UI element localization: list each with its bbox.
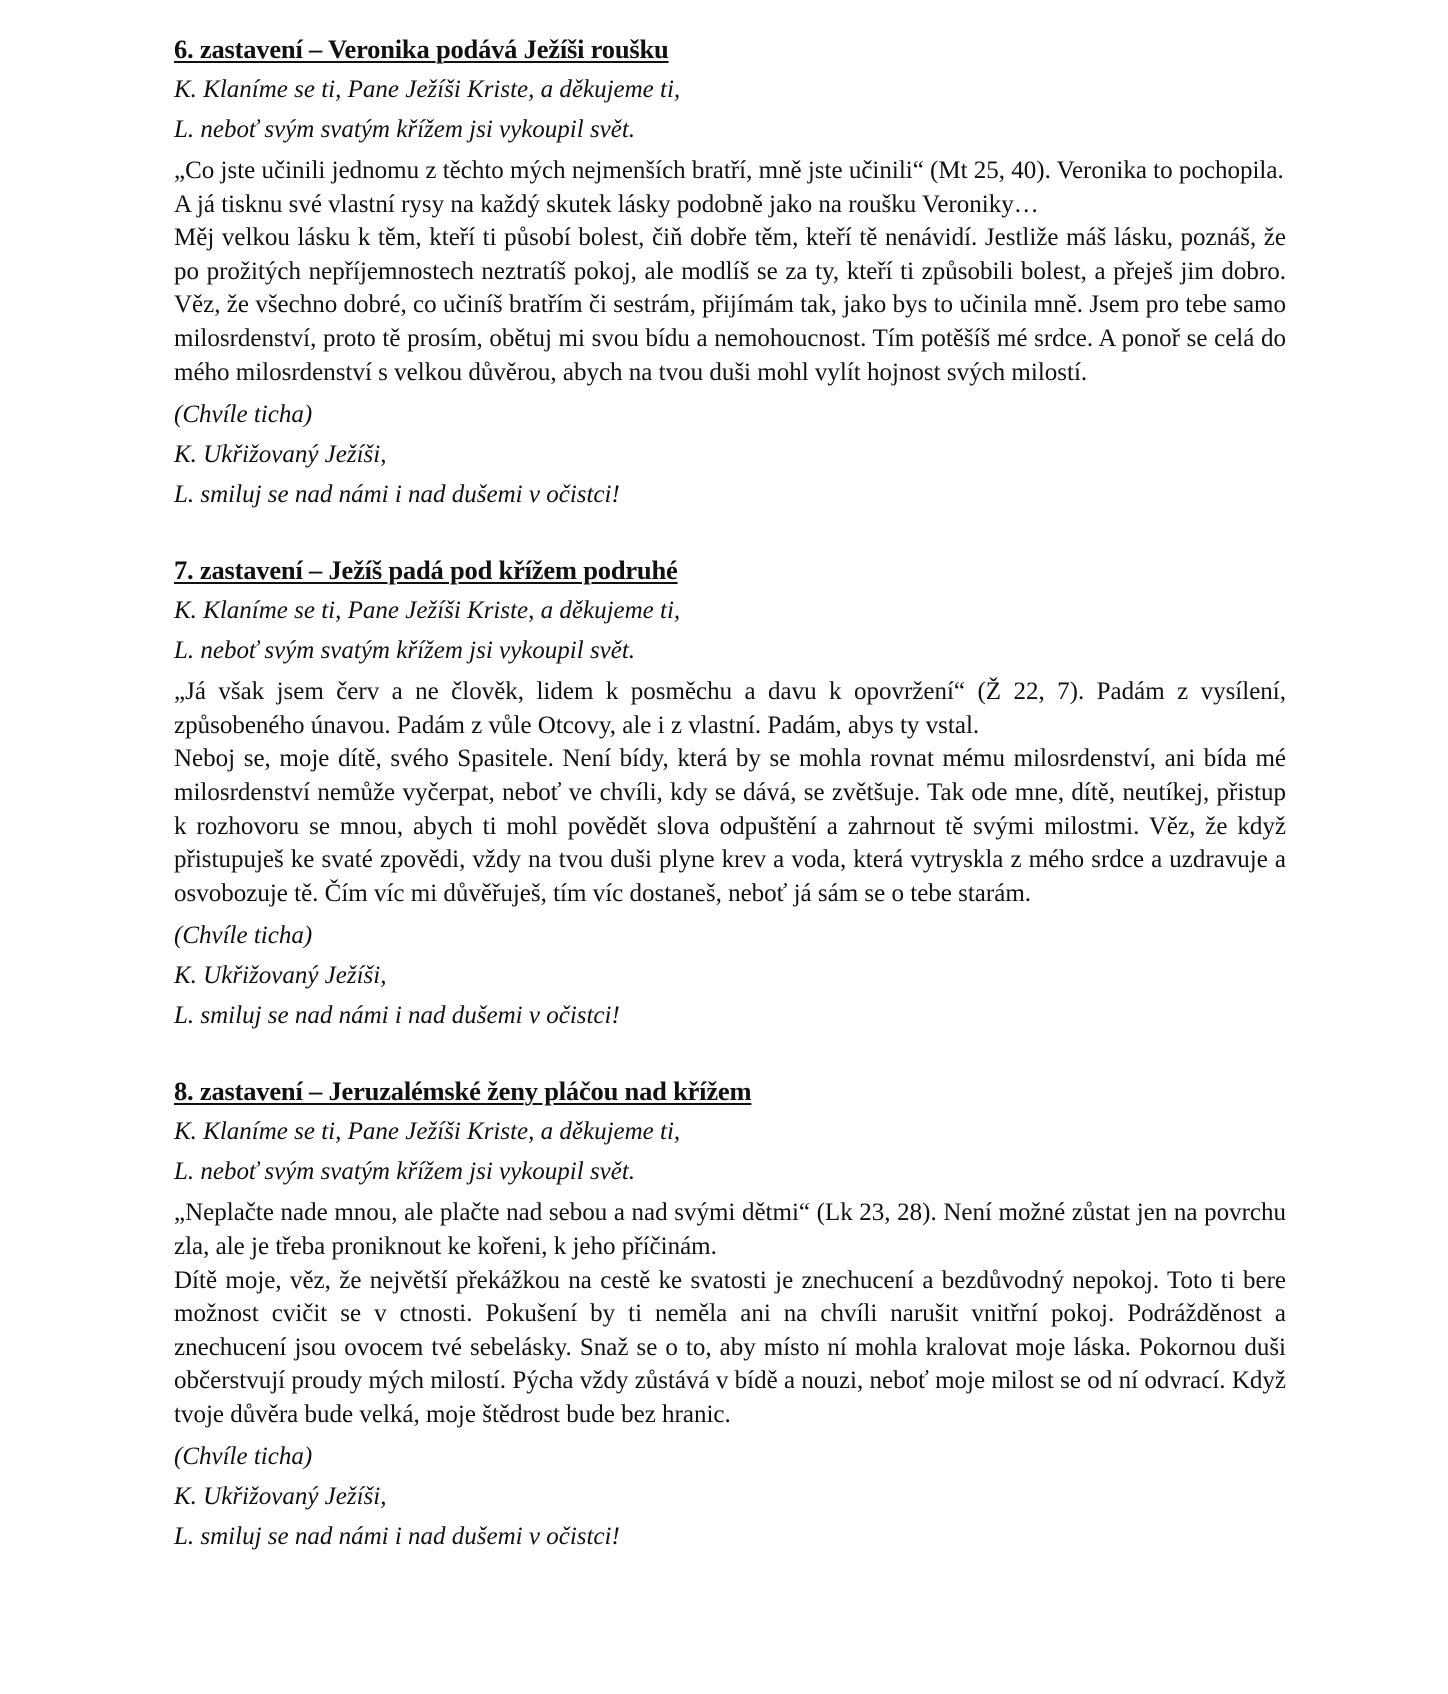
meditation-paragraph: Neboj se, moje dítě, svého Spasitele. Není bídy, která by se mohla rovnat mému milosrdenství, ani bída mé milosrdenství nemůže vyčerpat, neboť ve chvíli, kdy se dává, se zvětšuje. Tak ode mne, dítě, neutíkej, přistup k rozhovoru se mnou, abych ti mohl povědět slova odpuštění a zahrnout tě svými milostmi. Věz, že když přistupuješ ke svaté zpovědi, vždy na tvou duši plyne krev a voda, která vytryskla z mého srdce a uzdravuje a osvobozuje tě. Čím víc mi důvěřuješ, tím víc dostaneš, neboť já sám se o tebe starám. — [174, 745, 1286, 907]
closing-k: K. Ukřižovaný Ježíši, — [174, 441, 387, 469]
response-l: L. neboť svým svatým křížem jsi vykoupil svět. — [174, 1158, 636, 1186]
station-text — [174, 675, 1286, 910]
closing-k: K. Ukřižovaný Ježíši, — [174, 1483, 387, 1511]
document-page — [174, 32, 1286, 1557]
silence-note: (Chvíle ticha) — [174, 401, 313, 429]
scripture-quote: „Co jste učinili jednomu z těchto mých nejmenších bratří, mně jste učinili“ (Mt 25, 40). Veronika to pochopila. A já tisknu své vlastní rysy na každý skutek lásky podobně jako na roušku Veroniky… — [174, 157, 1284, 218]
scripture-quote: „Neplačte nade mnou, ale plačte nad sebou a nad svými dětmi“ (Lk 23, 28). Není možné zůstat jen na povrchu zla, ale je třeba proniknout ke kořeni, k jeho příčinám. — [174, 1199, 1286, 1260]
station-text — [174, 1196, 1286, 1431]
scripture-quote: „Já však jsem červ a ne člověk, lidem k posměchu a davu k opovržení“ (Ž 22, 7). Padám z vysílení, způsobeného únavou. Padám z vůle Otcovy, ale i z vlastní. Padám, abys ty vstal. — [174, 678, 1286, 739]
station-heading: 8. zastavení – Jeruzalémské ženy pláčou nad křížem — [174, 1076, 752, 1107]
station-8 — [174, 1074, 1286, 1557]
closing-k: K. Ukřižovaný Ježíši, — [174, 962, 387, 990]
station-6 — [174, 32, 1286, 515]
response-l: L. neboť svým svatým křížem jsi vykoupil svět. — [174, 116, 636, 143]
silence-note: (Chvíle ticha) — [174, 1443, 313, 1471]
silence-note: (Chvíle ticha) — [174, 922, 313, 950]
closing-l: L. smiluj se nad námi i nad dušemi v očistci! — [174, 1523, 620, 1551]
response-k: K. Klaníme se ti, Pane Ježíši Kriste, a děkujeme ti, — [174, 76, 681, 103]
station-7 — [174, 553, 1286, 1036]
closing-l: L. smiluj se nad námi i nad dušemi v očistci! — [174, 1002, 620, 1030]
station-text — [174, 154, 1286, 389]
meditation-paragraph: Dítě moje, věz, že největší překážkou na cestě ke svatosti je znechucení a bezdůvodný nepokoj. Toto ti bere možnost cvičit se v ctnosti. Pokušení by ti neměla ani na chvíli narušit vnitřní pokoj. Podrážděnost a znechucení jsou ovocem tvé sebelásky. Snaž se o to, aby místo ní mohla kralovat moje láska. Pokornou duši občerstvují proudy mých milostí. Pýcha vždy zůstává v bídě a nouzi, neboť moje milost se od ní odvrací. Když tvoje důvěra bude velká, moje štědrost bude bez hranic. — [174, 1266, 1286, 1428]
station-heading: 7. zastavení – Ježíš padá pod křížem podruhé — [174, 555, 678, 586]
response-k: K. Klaníme se ti, Pane Ježíši Kriste, a děkujeme ti, — [174, 1118, 681, 1146]
response-k: K. Klaníme se ti, Pane Ježíši Kriste, a děkujeme ti, — [174, 597, 681, 625]
meditation-paragraph: Měj velkou lásku k těm, kteří ti působí bolest, čiň dobře těm, kteří tě nenávidí. Jestliže máš lásku, poznáš, že po prožitých nepříjemnostech neztratíš pokoj, ale modlíš se za ty, kteří ti způsobili bolest, a přeješ jim dobro. Věz, že všechno dobré, co učiníš bratřím či sestrám, přijímám tak, jako bys to učinila mně. Jsem pro tebe samo milosrdenství, proto tě prosím, obětuj mi svou bídu a nemohoucnost. Tím potěšíš mé srdce. A ponoř se celá do mého milosrdenství s velkou důvěrou, abych na tvou duši mohl vylít hojnost svých milostí. — [174, 224, 1286, 386]
station-heading: 6. zastavení – Veronika podává Ježíši roušku — [174, 34, 669, 64]
closing-l: L. smiluj se nad námi i nad dušemi v očistci! — [174, 481, 620, 509]
response-l: L. neboť svým svatým křížem jsi vykoupil svět. — [174, 637, 636, 665]
